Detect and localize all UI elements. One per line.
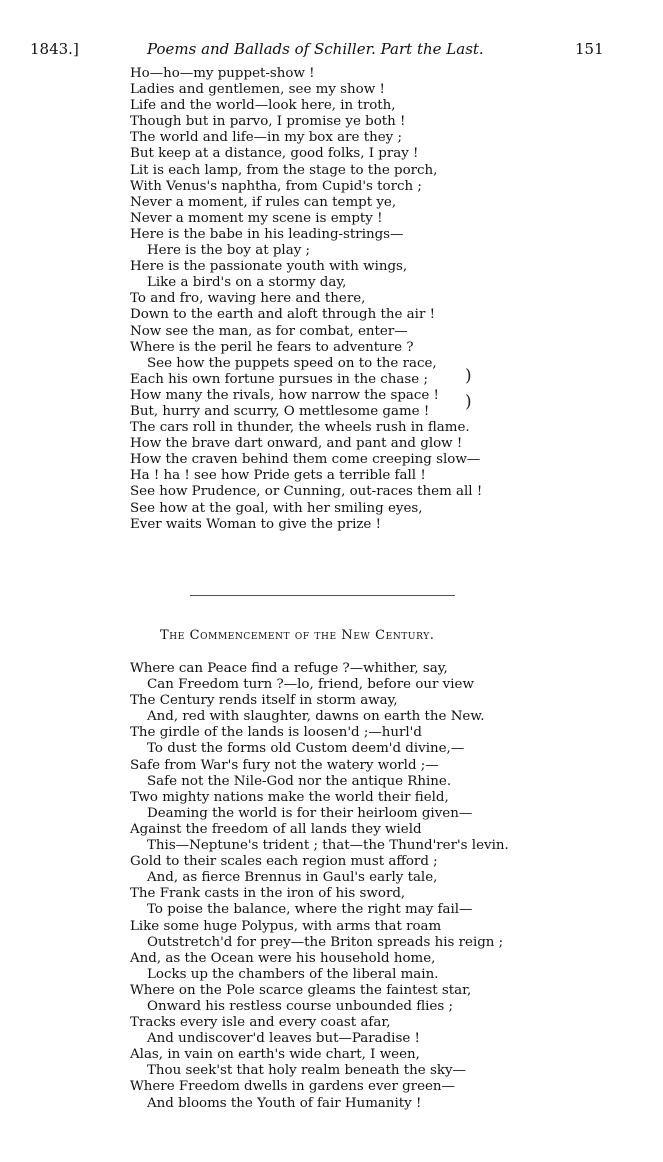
poem-line: Where can Peace find a refuge ?—whither, say,: [130, 661, 448, 676]
poem-line: Safe from War's fury not the watery world ;—: [130, 757, 439, 773]
poem-line: Lit is each lamp, from the stage to the porch,: [130, 162, 438, 178]
poem-title: The Commencement of the New Century.: [160, 628, 435, 643]
poem-line: Two mighty nations make the world their field,: [130, 789, 449, 805]
poem-line: And, red with slaughter, dawns on earth the New.: [147, 709, 485, 725]
section-divider: [190, 595, 455, 596]
poem-line: Ladies and gentlemen, see my show !: [130, 82, 385, 98]
poem-line: Where on the Pole scarce gleams the faintest star,: [130, 982, 472, 998]
poem-line: Like some huge Polypus, with arms that roam: [130, 918, 442, 934]
poem-line: Gold to their scales each region must afford ;: [130, 854, 438, 870]
poem-line: The Century rends itself in storm away,: [130, 693, 398, 709]
poem-line: Thou seek'st that holy realm beneath the sky—: [147, 1063, 466, 1079]
poem-line: Here is the passionate youth with wings,: [130, 259, 408, 275]
puppet-show-poem: [130, 66, 482, 533]
poem-line: Ha ! ha ! see how Pride gets a terrible fall !: [130, 468, 426, 484]
poem-line: How the brave dart onward, and pant and glow !: [130, 436, 463, 452]
poem-line: To poise the balance, where the right may fail—: [147, 902, 473, 918]
poem-line: This—Neptune's trident ; that—the Thund'rer's levin.: [147, 838, 509, 854]
poem-line: Down to the earth and aloft through the air !: [130, 307, 435, 323]
poem-line: But, hurry and scurry, O mettlesome game !: [130, 403, 430, 419]
poem-line: To and fro, waving here and there,: [130, 291, 366, 307]
poem-line: Deaming the world is for their heirloom given—: [147, 805, 473, 821]
poem-line: Alas, in vain on earth's wide chart, I ween,: [130, 1047, 420, 1063]
poem-line: Ever waits Woman to give the prize !: [130, 516, 381, 532]
poem-line: And, as the Ocean were his household home,: [130, 950, 436, 966]
poem-line: Now see the man, as for combat, enter—: [130, 323, 408, 339]
poem-line: And blooms the Youth of fair Humanity !: [147, 1095, 422, 1111]
page-number: 151: [575, 40, 604, 58]
poem-line: Onward his restless course unbounded flies ;: [147, 998, 453, 1014]
poem-line: Ho—ho—my puppet-show !: [130, 66, 315, 81]
poem-line: Tracks every isle and every coast afar,: [130, 1015, 391, 1031]
poem-line: The girdle of the lands is loosen'd ;—hurl'd: [130, 725, 422, 741]
poem-line: Life and the world—look here, in troth,: [130, 98, 396, 114]
poem-line: See how Prudence, or Cunning, out-races them all !: [130, 484, 483, 500]
poem-line: Though but in parvo, I promise ye both !: [130, 114, 406, 130]
poem-line: With Venus's naphtha, from Cupid's torch ;: [130, 178, 422, 194]
poem-line: Here is the babe in his leading-strings—: [130, 226, 404, 242]
poem-line: To dust the forms old Custom deem'd divine,—: [147, 741, 465, 757]
poem-line: How the craven behind them come creeping slow—: [130, 452, 481, 468]
poem-line: The cars roll in thunder, the wheels rush in flame.: [130, 420, 470, 436]
poem-line: Where is the peril he fears to adventure ?: [130, 339, 414, 355]
poem-line: Like a bird's on a stormy day,: [147, 275, 347, 291]
poem-line: Outstretch'd for prey—the Briton spreads his reign ;: [147, 934, 504, 950]
poem-line: The world and life—in my box are they ;: [130, 130, 402, 146]
poem-line: See how the puppets speed on to the race,: [147, 355, 437, 371]
poem-line: Locks up the chambers of the liberal main.: [147, 966, 439, 982]
poem-line: See how at the goal, with her smiling eyes,: [130, 500, 423, 516]
running-title: Poems and Ballads of Schiller. Part the Last.: [147, 40, 484, 58]
poem-line: Against the freedom of all lands they wield: [130, 821, 422, 837]
poem-line: How many the rivals, how narrow the space !: [130, 387, 439, 403]
poem-line: Safe not the Nile-God nor the antique Rhine.: [147, 773, 452, 789]
brace-mark: ): [465, 392, 472, 412]
poem-line: Where Freedom dwells in gardens ever green—: [130, 1079, 455, 1095]
poem-line: But keep at a distance, good folks, I pray !: [130, 146, 419, 162]
poem-line: The Frank casts in the iron of his sword,: [130, 886, 406, 902]
header-year: 1843.]: [30, 40, 79, 58]
new-century-poem: [130, 661, 509, 1112]
poem-line: Here is the boy at play ;: [147, 243, 311, 259]
poem-line: And undiscover'd leaves but—Paradise !: [147, 1031, 420, 1047]
poem-line: Never a moment my scene is empty !: [130, 210, 383, 226]
poem-line: Each his own fortune pursues in the chase ;: [130, 371, 428, 387]
poem-line: Can Freedom turn ?—lo, friend, before our view: [147, 677, 474, 693]
poem-line: Never a moment, if rules can tempt ye,: [130, 194, 397, 210]
poem-line: And, as fierce Brennus in Gaul's early tale,: [147, 870, 438, 886]
brace-mark: ): [465, 366, 472, 386]
